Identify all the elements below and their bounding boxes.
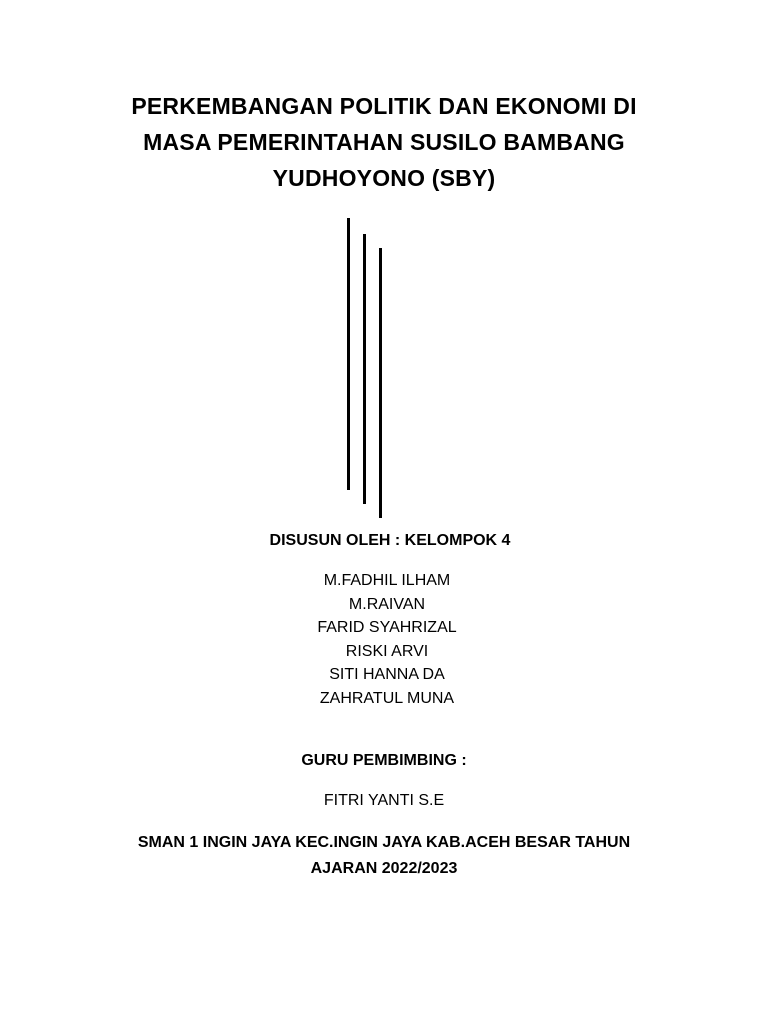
school-line: AJARAN 2022/2023 xyxy=(310,860,458,877)
member-name: M.FADHIL ILHAM xyxy=(323,572,451,589)
decorative-vertical-bar xyxy=(347,218,350,490)
compiled-by-heading: DISUSUN OLEH : KELOMPOK 4 xyxy=(269,532,511,549)
member-name: ZAHRATUL MUNA xyxy=(319,689,455,707)
document-title xyxy=(100,88,668,196)
title-line: PERKEMBANGAN POLITIK DAN EKONOMI DI xyxy=(131,93,637,119)
member-name: SITI HANNA DA xyxy=(329,666,445,683)
decorative-vertical-bar xyxy=(363,234,366,504)
member-name: FARID SYAHRIZAL xyxy=(317,619,457,636)
member-list xyxy=(0,569,768,710)
teacher-name: FITRI YANTI S.E xyxy=(323,792,445,809)
title-line: MASA PEMERINTAHAN SUSILO BAMBANG xyxy=(143,129,625,155)
title-line: YUDHOYONO (SBY) xyxy=(272,165,496,191)
member-name: M.RAIVAN xyxy=(348,595,426,613)
school-info xyxy=(90,830,678,882)
school-line: SMAN 1 INGIN JAYA KEC.INGIN JAYA KAB.ACEH BESAR TAHUN xyxy=(137,834,631,851)
teacher-heading: GURU PEMBIMBING : xyxy=(301,752,467,769)
decorative-vertical-bar xyxy=(379,248,382,518)
member-name: RISKI ARVI xyxy=(345,642,429,660)
